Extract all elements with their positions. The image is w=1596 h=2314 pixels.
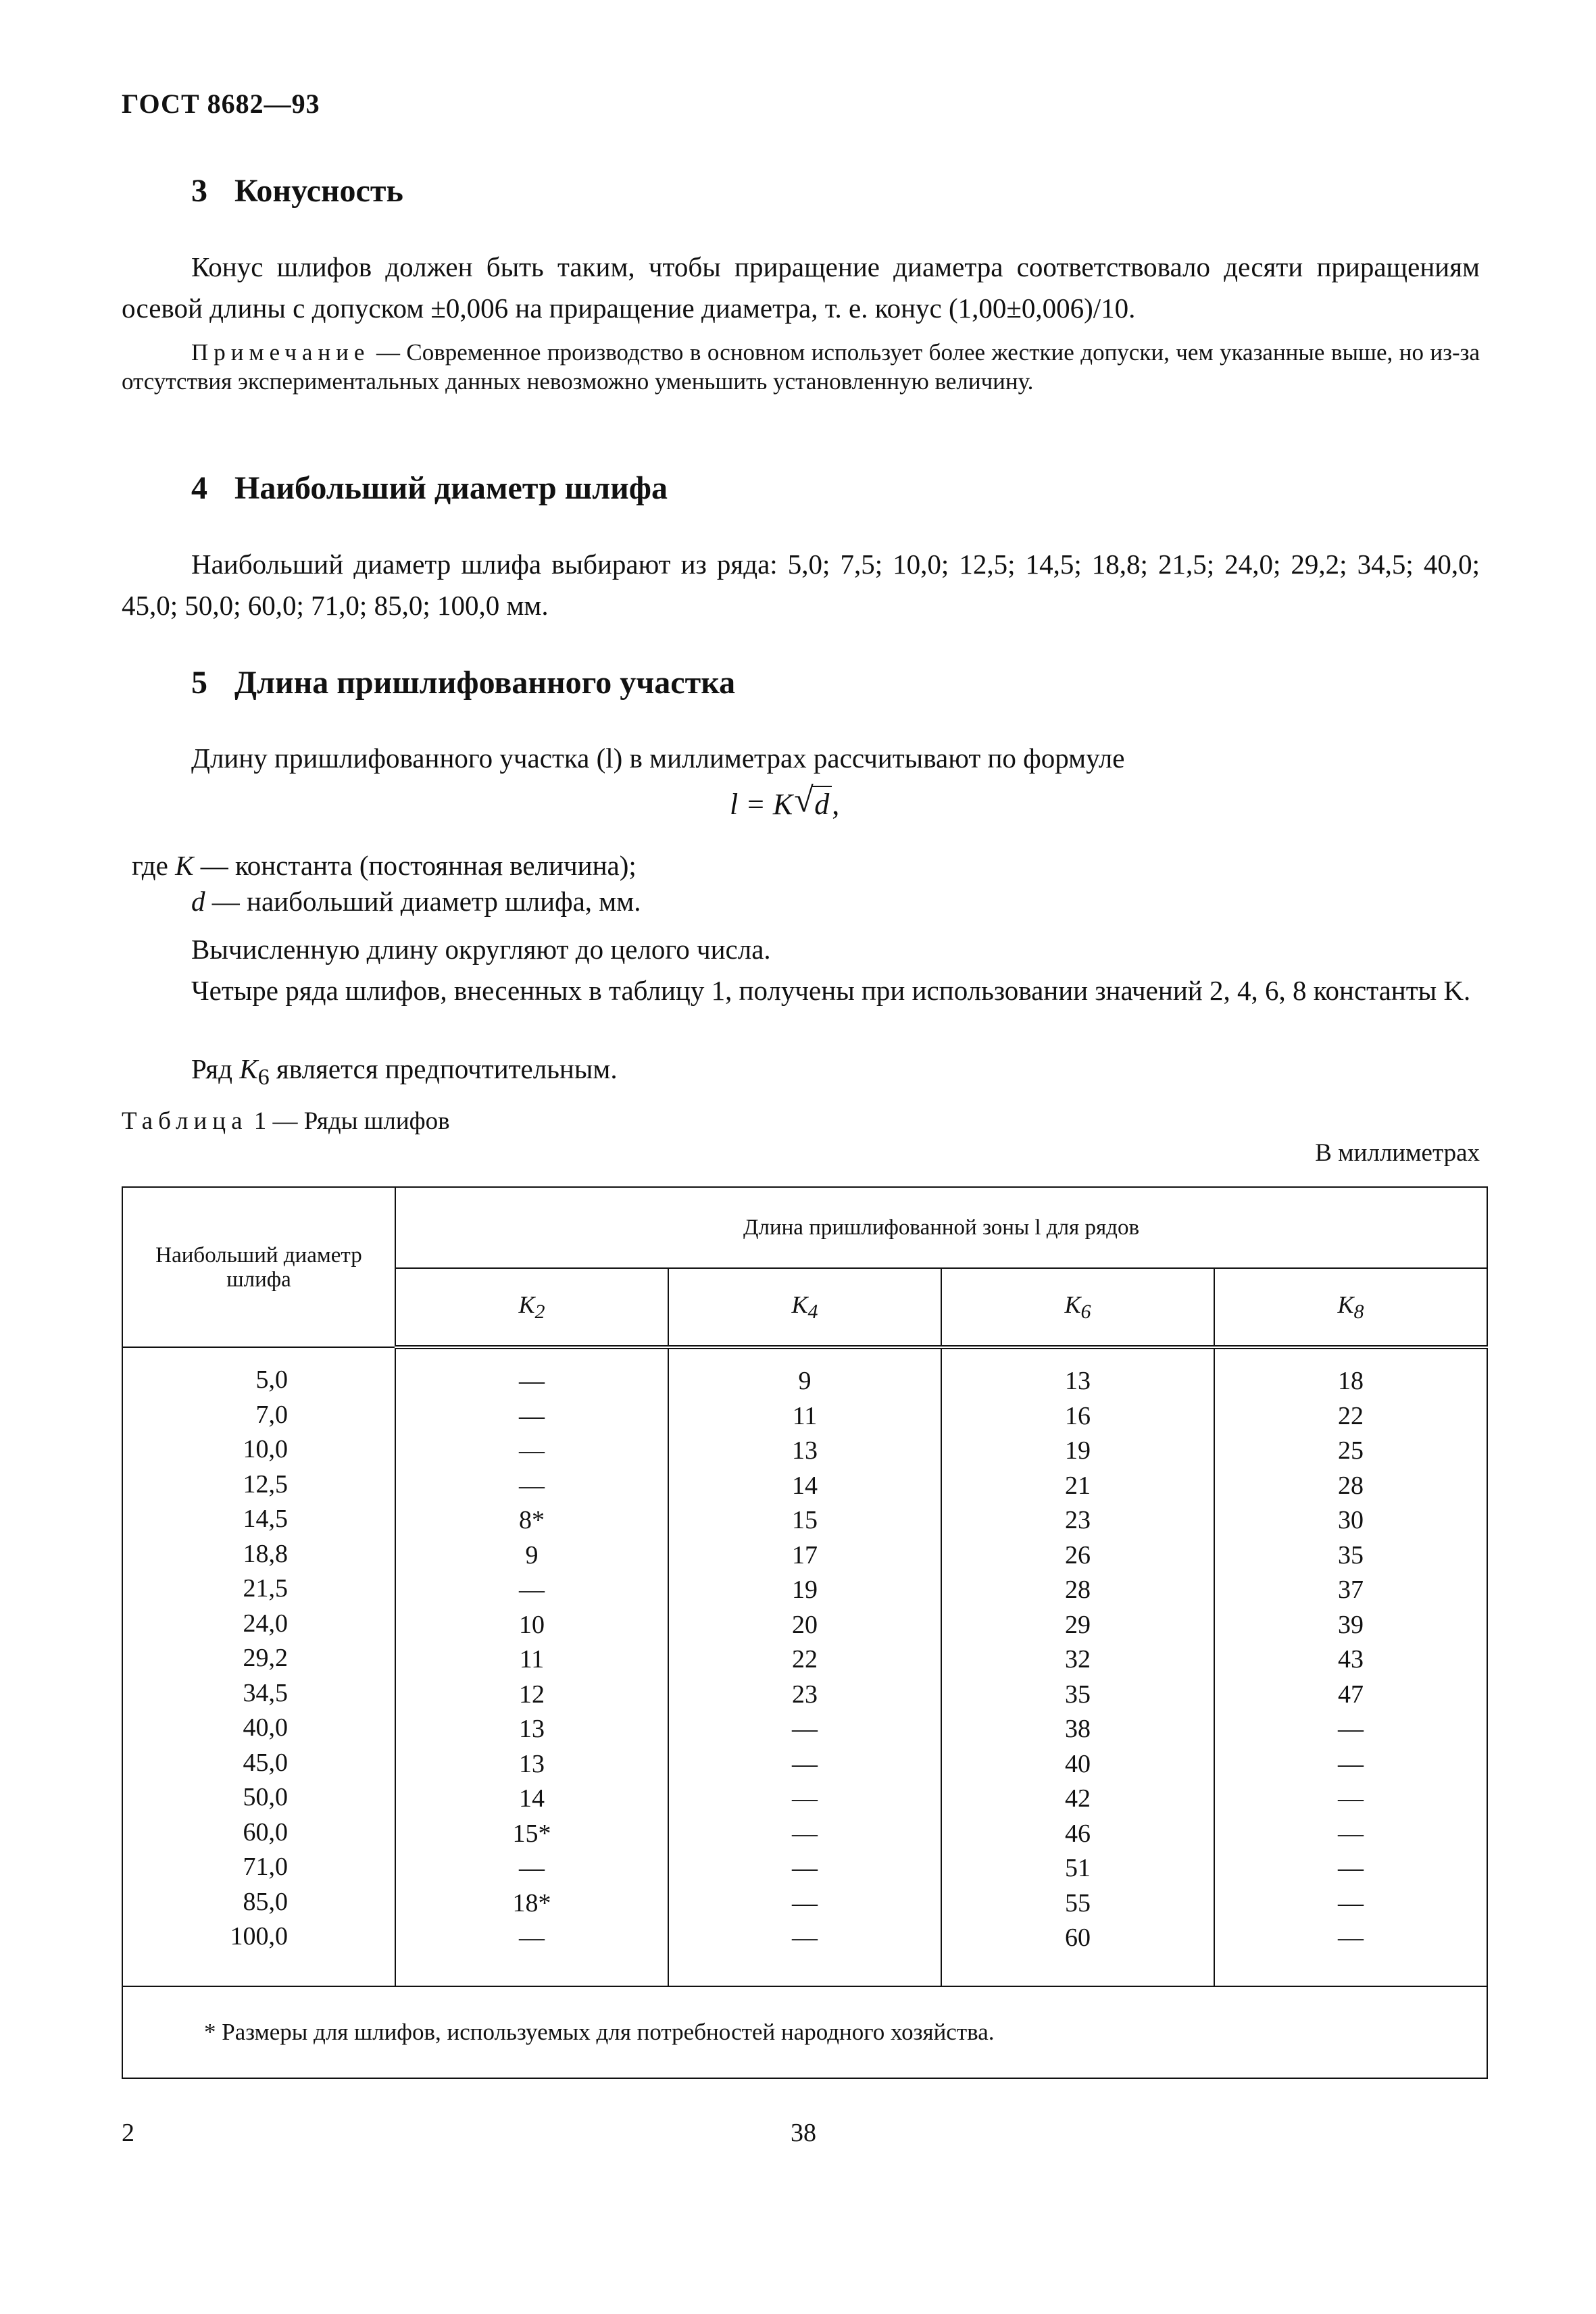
table-cell: — [792, 1784, 818, 1813]
p3-end: является предпочтительным. [269, 1053, 618, 1084]
table-cell: — [792, 1819, 818, 1848]
section-5-p3 [122, 1049, 1480, 1098]
def-d-symbol: d [191, 886, 205, 917]
table-units: В миллиметрах [1315, 1139, 1480, 1167]
header-length-group: Длина пришлифованной зоны l для рядов [395, 1187, 1487, 1268]
k6-column [941, 1347, 1214, 1986]
table-cell: — [792, 1854, 818, 1882]
p3-subscript: 6 [257, 1065, 270, 1090]
k4-symbol: K [791, 1290, 808, 1318]
table-cell: 42 [1065, 1784, 1091, 1813]
table-cell: — [1338, 1888, 1364, 1917]
header-k4 [668, 1268, 941, 1347]
table-caption-label: Таблица [122, 1107, 248, 1135]
header-k2 [395, 1268, 668, 1347]
section-5-number: 5 [191, 665, 207, 701]
table-cell: — [519, 1923, 545, 1952]
table-cell: 13 [792, 1436, 818, 1465]
def-k-symbol: K [175, 850, 194, 881]
section-3-body: Конус шлифов должен быть таким, чтобы приращение диаметра соответствовало десяти приращениям осевой длины с допуском ±0,006 на приращение диаметра, т. е. конус (1,00±0,006)/10. [122, 251, 1480, 324]
table-cell: 21 [1065, 1471, 1091, 1500]
section-5-heading [191, 664, 735, 701]
table-cell: 28 [1065, 1576, 1091, 1604]
k2-subscript: 2 [534, 1301, 545, 1324]
k6-subscript: 6 [1080, 1301, 1091, 1324]
table-cell: 40 [1065, 1749, 1091, 1778]
note-text: — Современное производство в основном использует более жесткие допуски, чем указанные выше, но из-за отсутствия экспериментальных данных невозможно уменьшить установленную величину. [122, 339, 1480, 395]
def-k-text: — константа (постоянная величина); [200, 850, 637, 881]
table-cell: — [519, 1471, 545, 1500]
table-cell: 9 [525, 1540, 539, 1569]
table-cell: — [1338, 1854, 1364, 1882]
table-cell: 14,5 [243, 1505, 288, 1533]
header-k8 [1214, 1268, 1487, 1347]
table-cell: 47 [1338, 1680, 1364, 1709]
table-cell: 18,8 [243, 1539, 288, 1568]
table-caption-text: 1 — Ряды шлифов [247, 1107, 450, 1135]
table-cell: 12 [519, 1680, 545, 1709]
table-cell: 13 [519, 1749, 545, 1778]
table-cell: 35 [1065, 1680, 1091, 1709]
section-5-title: Длина пришлифованного участка [234, 665, 736, 701]
table-cell: — [519, 1401, 545, 1430]
table-cell: 11 [792, 1401, 818, 1430]
table-cell: 32 [1065, 1645, 1091, 1674]
formula-radical [812, 786, 832, 822]
table-cell: 38 [1065, 1715, 1091, 1743]
p3-start: Ряд [191, 1053, 240, 1084]
table-cell: 30 [1338, 1506, 1364, 1534]
table-cell: — [519, 1367, 545, 1395]
table-cell: 85,0 [243, 1887, 288, 1916]
table-cell: 43 [1338, 1645, 1364, 1674]
k2-symbol: K [518, 1290, 535, 1318]
where-label: где [132, 850, 168, 881]
table-cell: — [792, 1715, 818, 1743]
table-cell: 39 [1338, 1610, 1364, 1639]
table-cell: 16 [1065, 1401, 1091, 1430]
section-5-p2-text: Четыре ряда шлифов, внесенных в таблицу 1, получены при использовании значений 2, 4, 6, 8 константы K. [191, 975, 1471, 1006]
formula-lhs: l = K [730, 788, 793, 821]
table-cell: 26 [1065, 1540, 1091, 1569]
table-cell: 60,0 [243, 1817, 288, 1846]
section-3-title: Конусность [234, 173, 403, 209]
section-5-intro-text: Длину пришлифованного участка (l) в миллиметрах рассчитывают по формуле [191, 743, 1125, 774]
table-cell: — [519, 1854, 545, 1882]
table-cell: 13 [519, 1715, 545, 1743]
table-cell: 17 [792, 1540, 818, 1569]
table-cell: — [1338, 1923, 1364, 1952]
table-cell: 22 [1338, 1401, 1364, 1430]
table-cell: 11 [519, 1645, 545, 1674]
k4-subscript: 4 [807, 1301, 818, 1324]
table-cell: 51 [1065, 1854, 1091, 1882]
table-cell: 10 [519, 1610, 545, 1639]
section-4-title: Наибольший диаметр шлифа [234, 470, 668, 506]
table-cell: 21,5 [243, 1574, 288, 1603]
table-cell: 18 [1338, 1367, 1364, 1395]
length-formula [730, 786, 839, 822]
section-4-text [122, 544, 1480, 626]
table-cell: 23 [1065, 1506, 1091, 1534]
table-cell: 18* [512, 1888, 551, 1917]
table-cell: 9 [798, 1367, 812, 1395]
table-cell: 50,0 [243, 1783, 288, 1811]
table-cell: — [1338, 1819, 1364, 1848]
table-cell: 45,0 [243, 1748, 288, 1777]
header-k6 [941, 1268, 1214, 1347]
formula-radicand: d [814, 788, 830, 821]
definition-k [132, 849, 637, 882]
table-cell: 100,0 [230, 1922, 288, 1951]
table-cell: 20 [792, 1610, 818, 1639]
formula-end: , [832, 788, 840, 821]
table-cell: 12,5 [243, 1469, 288, 1499]
k6-symbol: K [1064, 1290, 1081, 1318]
table-cell: — [519, 1436, 545, 1465]
definition-d [191, 885, 641, 917]
table-cell: 14 [792, 1471, 818, 1500]
table-cell: 14 [519, 1784, 545, 1813]
table-cell: — [1338, 1784, 1364, 1813]
section-3-heading [191, 172, 403, 209]
table-cell: 19 [1065, 1436, 1091, 1465]
table-cell: — [792, 1888, 818, 1917]
section-3-number: 3 [191, 173, 207, 209]
table-cell: 24,0 [243, 1609, 288, 1638]
k2-column [395, 1347, 668, 1986]
table-cell: 15 [792, 1506, 818, 1534]
table-cell: 29,2 [243, 1644, 288, 1672]
table-cell: 55 [1065, 1888, 1091, 1917]
table-cell: 10,0 [243, 1435, 288, 1463]
section-5-p1-text: Вычисленную длину округляют до целого числа. [191, 934, 771, 965]
table-cell: 5,0 [255, 1365, 288, 1394]
note-label: Примечание [191, 339, 370, 366]
table-cell: 71,0 [243, 1853, 288, 1881]
k4-column [668, 1347, 941, 1986]
table-cell: 40,0 [243, 1713, 288, 1742]
table-cell: 29 [1065, 1610, 1091, 1639]
section-5-p2 [122, 970, 1480, 1011]
table-cell: — [792, 1923, 818, 1952]
table-cell: 34,5 [243, 1678, 288, 1707]
table-cell: — [1338, 1749, 1364, 1778]
table-cell: 37 [1338, 1576, 1364, 1604]
document-header: ГОСТ 8682—93 [122, 89, 320, 119]
table-cell: 19 [792, 1576, 818, 1604]
header-diameter: Наибольший диаметр шлифа [122, 1187, 395, 1347]
p3-symbol: K [239, 1053, 258, 1084]
table-caption [122, 1107, 450, 1136]
table-cell: 46 [1065, 1819, 1091, 1848]
page-number-left: 2 [122, 2119, 134, 2147]
section-4-body: Наибольший диаметр шлифа выбирают из ряда: 5,0; 7,5; 10,0; 12,5; 14,5; 18,8; 21,5; 24,0; 29,2; 34,5; 40,0; 45,0; 50,0; 60,0; 71,0; 85,0; 100,0 мм. [122, 549, 1480, 621]
section-3-text [122, 247, 1480, 329]
k8-column [1214, 1347, 1487, 1986]
k8-symbol: K [1337, 1290, 1354, 1318]
diameter-column [122, 1347, 395, 1986]
section-3-note [122, 338, 1480, 396]
def-d-text: — наибольший диаметр шлифа, мм. [211, 886, 641, 917]
table-cell: — [1338, 1715, 1364, 1743]
section-5-p1 [122, 929, 1480, 970]
table-cell: 7,0 [255, 1400, 288, 1429]
section-4-number: 4 [191, 470, 207, 506]
table-cell: 8* [519, 1506, 545, 1534]
page-number-center: 38 [791, 2119, 816, 2147]
table-cell: 13 [1065, 1367, 1091, 1395]
table-cell: 23 [792, 1680, 818, 1709]
table-cell: 60 [1065, 1923, 1091, 1952]
grinding-series-table [122, 1186, 1488, 2079]
table-footnote: * Размеры для шлифов, используемых для потребностей народного хозяйства. [122, 1986, 1487, 2078]
table-cell: 25 [1338, 1436, 1364, 1465]
section-4-heading [191, 470, 668, 507]
table-cell: 15* [512, 1819, 551, 1848]
table-cell: 28 [1338, 1471, 1364, 1500]
section-5-intro [122, 738, 1480, 779]
table-cell: 35 [1338, 1540, 1364, 1569]
table-cell: 22 [792, 1645, 818, 1674]
table-cell: — [519, 1576, 545, 1604]
table-cell: — [792, 1749, 818, 1778]
k8-subscript: 8 [1353, 1301, 1364, 1324]
